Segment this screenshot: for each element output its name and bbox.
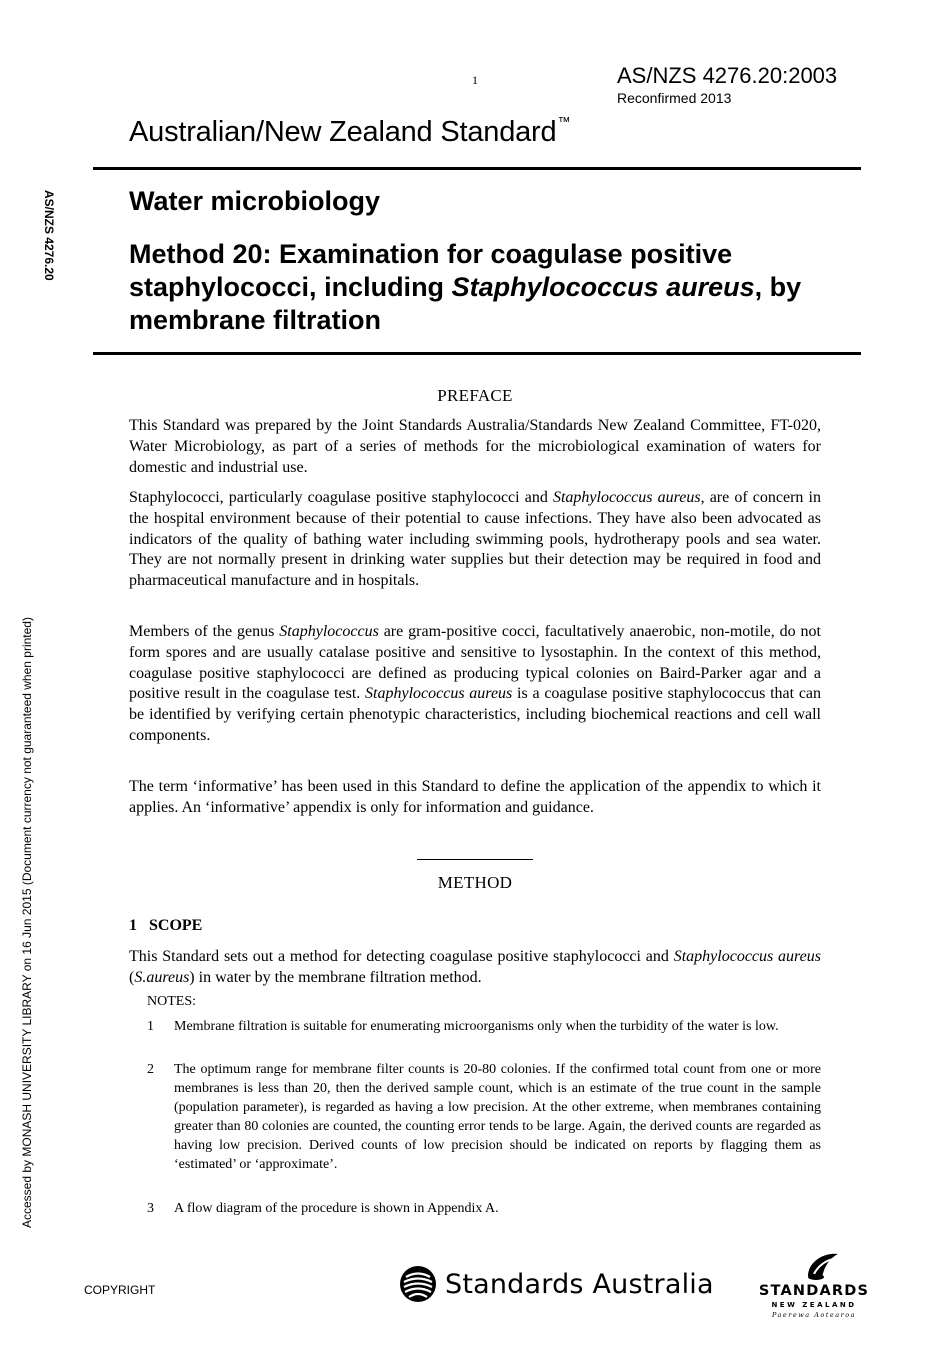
title-rule xyxy=(93,352,861,355)
standard-series-title xyxy=(129,116,570,149)
preface-paragraph: The term ‘informative’ has been used in this Standard to define the application of the appendix to which it applies. An ‘informative’ appendix is only for information and guidance. xyxy=(129,778,821,816)
trademark-symbol: ™ xyxy=(557,114,571,129)
paragraph-text: is a coagulase positive staphylococcus that can be identified by verifying certain phenotypic characteristics, including biochemical reactions and cell wall components. xyxy=(129,685,822,744)
paragraph-italic: Staphylococcus aureus xyxy=(673,948,822,965)
access-notice: Accessed by MONASH UNIVERSITY LIBRARY on 16 Jun 2015 (Document currency not guaranteed when printed) xyxy=(20,617,34,1229)
preface-heading: PREFACE xyxy=(437,386,513,405)
standards-australia-name: Standards Australia xyxy=(445,1268,714,1300)
note-text: The optimum range for membrane filter counts is 20-80 colonies. If the confirmed total count from one or more membranes is less than 20, then the derived sample count, which is an estimate of the true count in the sample (population parameter), is regarded as having a low precision. At the other extreme, when membranes containing greater than 80 colonies are counted, the counting error tends to be large. Again, the derived counts are regarded as having low precision. Derived counts of low precision should be indicated on reports by flagging them as ‘estimated’ or ‘approximate’. xyxy=(174,1062,821,1172)
document-title: Water microbiology xyxy=(129,186,381,216)
paragraph-italic: Staphylococcus aureus xyxy=(552,489,701,506)
standards-nz-name: STANDARDS xyxy=(758,1283,870,1299)
paragraph-text: This Standard sets out a method for detecting coagulase positive staphylococci and xyxy=(129,948,674,965)
paragraph-text: ) in water by the membrane filtration method. xyxy=(189,968,482,986)
note-text: Membrane filtration is suitable for enumerating microorganisms only when the turbidity of the water is low. xyxy=(174,1019,779,1034)
paragraph-italic: Staphylococcus xyxy=(279,623,379,640)
paragraph-text: ( xyxy=(129,968,135,986)
preface-paragraph: This Standard was prepared by the Joint Standards Australia/Standards New Zealand Committee, FT-020, Water Microbiology, as part of a series of methods for the microbiological examination of waters for domestic and industrial use. xyxy=(129,417,821,476)
paragraph-text: Staphylococci, particularly coagulase positive staphylococci and xyxy=(129,489,553,506)
note-item xyxy=(147,1199,821,1218)
header-rule xyxy=(93,167,861,170)
scope-paragraph xyxy=(129,947,821,989)
series-title-text: Australian/New Zealand Standard xyxy=(129,116,557,148)
page-number: 1 xyxy=(472,73,478,87)
copyright-label: COPYRIGHT xyxy=(84,1283,156,1297)
subtitle-suffix: , by membrane filtration xyxy=(129,272,802,335)
scope-heading: 1 SCOPE xyxy=(129,917,203,934)
preface-paragraph xyxy=(129,622,821,747)
standards-nz-maori-name: Paerewa Aotearoa xyxy=(771,1311,857,1319)
document-subtitle xyxy=(129,238,849,337)
subtitle-italic: Staphylococcus aureus xyxy=(451,272,755,302)
standards-nz-subtitle: NEW ZEALAND xyxy=(771,1301,857,1309)
subtitle-text: Method 20: Examination for coagulase positive staphylococci, including xyxy=(129,239,733,302)
preface-paragraph xyxy=(129,488,821,592)
note-number: 2 xyxy=(147,1062,154,1077)
paragraph-italic: S.aureus xyxy=(134,968,190,986)
note-item xyxy=(147,1060,821,1174)
paragraph-text: , are of concern in the hospital environment because of their potential to cause infections. They have also been advocated as indicators of the quality of bathing water including swimming pools, hydrotherapy pools and sea water. They are not normally present in drinking water supplies but their detection may be required in food and pharmaceutical manufacture and in hospitals. xyxy=(129,489,821,590)
note-number: 3 xyxy=(147,1201,154,1216)
standards-nz-mark-icon xyxy=(802,1250,842,1282)
standard-number: AS/NZS 4276.20:2003 xyxy=(617,63,838,88)
notes-label: NOTES: xyxy=(147,994,196,1009)
note-number: 1 xyxy=(147,1019,154,1034)
method-heading: METHOD xyxy=(437,873,513,892)
standards-australia-emblem-icon xyxy=(399,1265,437,1303)
standards-australia-logo xyxy=(399,1264,739,1304)
paragraph-text: Members of the genus xyxy=(129,623,280,640)
note-text: A flow diagram of the procedure is shown in Appendix A. xyxy=(174,1201,499,1216)
standards-new-zealand-logo xyxy=(752,1250,876,1322)
paragraph-text: are gram-positive cocci, facultatively anaerobic, non-motile, do not form spores and are usually catalase positive and sensitive to lysostaphin. In the context of this method, coagulase positive staphylococci are defined as producing typical colonies on Baird-Parker agar and a positive result in the coagulase test. xyxy=(129,623,821,703)
paragraph-italic: Staphylococcus aureus xyxy=(365,685,513,703)
reconfirmed-note: Reconfirmed 2013 xyxy=(617,90,732,106)
section-divider xyxy=(417,859,533,860)
sidebar-standard-code: AS/NZS 4276.20 xyxy=(42,190,56,281)
note-item xyxy=(147,1017,821,1036)
